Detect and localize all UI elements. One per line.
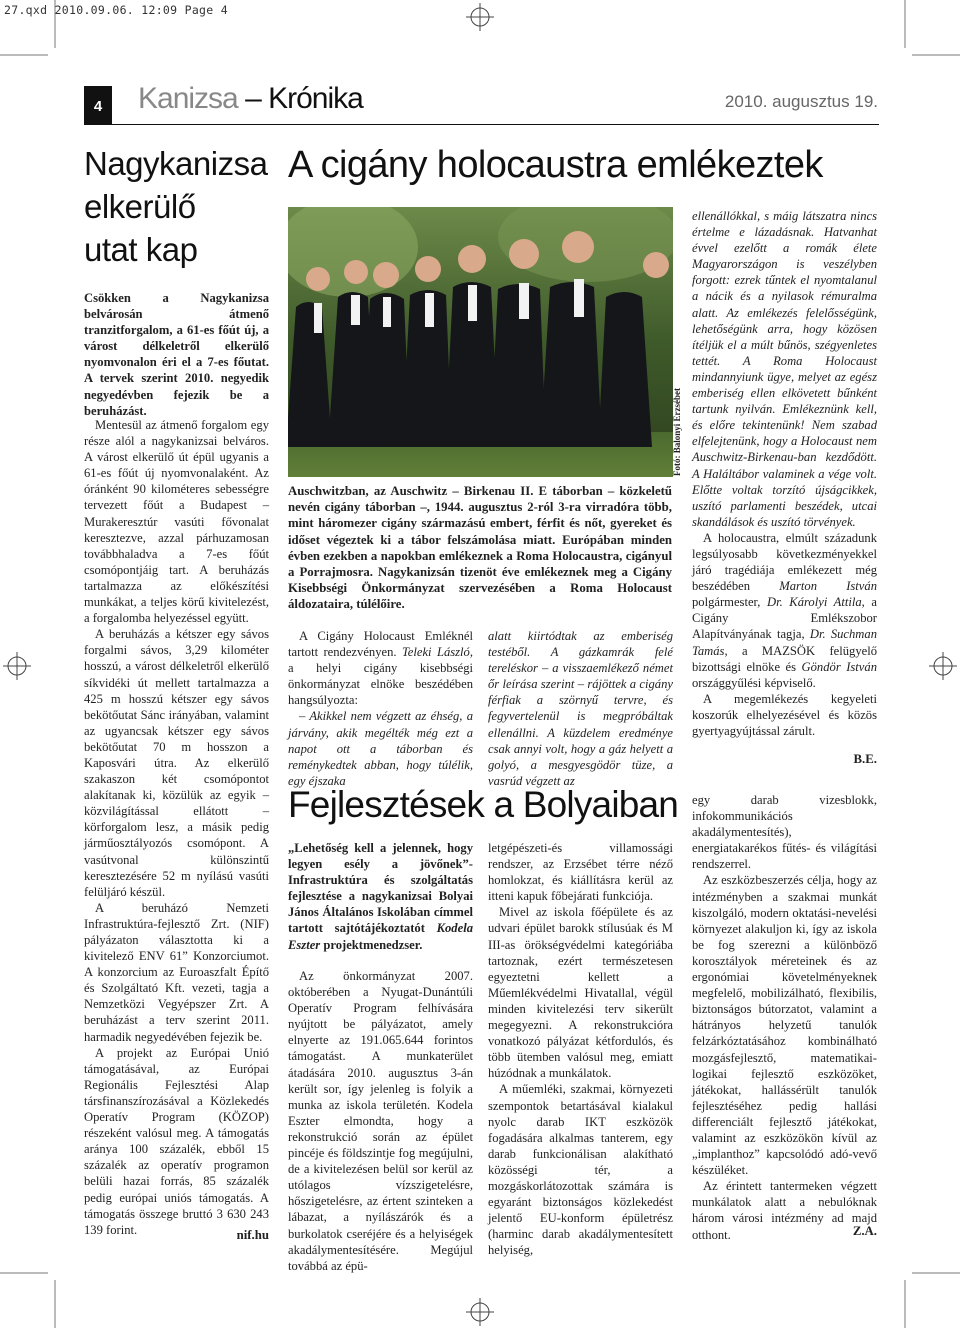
paragraph: letgépészeti-és villamossági rendszer, az Erzsébet térre néző homlokzat, és kiállításra kerül az itteni kapuk főbejárati funkciója. xyxy=(488,841,673,904)
article-title-bypass xyxy=(84,142,274,271)
paragraph: Mentesül az átmenő forgalom egy része alól a nagykanizsai belváros. A várost elkerülő út épül ugyanis a 61-es főút új nyomvonalaként. Az óránként 90 kilométeres sebességre tervezett főút a Budapest – Murakeresztúr vasúti fővonalat keresztezve, azzal párhuzamosan továbbhaladva a 7-es főút csomópontjáig tart. A beruházás tartalmazza az előkészítési munkákat, a teljes körű kivitelezést, a forgalomba helyezéssel együtt. xyxy=(84,418,269,626)
text-run: , a helyi cigány kisebbségi önkormányzat elnöke beszédében hangsúlyozta: xyxy=(288,645,473,708)
photo-caption: Auschwitzban, az Auschwitz – Birkenau II. E táborban – közkeletű nevén cigány táborban –, 1944. augusztus 2-ról 3-ra virradóra több, mint háromezer cigány származású embert, férfit és nőt, gyereket és időset végeztek ki a tábor felszámolása miatt. Európában minden évben ezekben a napokban emlékeznek a Roma Holocaustra, cigányul a Porrajmosra. Nagykanizsán tizenöt éve emlékeznek meg a Cigány Kisebbségi Önkormányzat szervezésében a Roma Holocaust áldozataira, túlélőire. xyxy=(288,484,672,612)
masthead-dash: – xyxy=(237,82,269,115)
quote-paragraph: ellenállókkal, s máig látszatra nincs értelme e lázadásnak. Hatvanhat évvel ezelőtt a romák élete Magyarországon is veszélyben forgott: ezrek tűntek el nyomtalanul a nácik és a nyilasok rémuralma alatt. Az emlékezés felelősségünk, lehetőségünk arra, hogy közösen ítéljük el a múlt bűnös, szégyenletes tettét. A Roma Holocaust mindannyiunk ügye, melyet az egész emberiség ellen elkövetett bűnként tartunk nyilván. Emlékeznünk kell, és előre tekintenünk! Nem szabad elfelejtenünk, hogy a Holocaust nem Auschwitz-Birkenau-ban kezdődött. A Haláltábor valaminek a vége volt. Előtte voltak torzító újságcikkek, uszító parlamenti beszédek, utcai skandálások és uszító törvények. xyxy=(692,209,877,529)
bolyai-col-3 xyxy=(692,792,877,1243)
title-line: utat kap xyxy=(84,231,198,268)
paragraph: A projekt az Európai Unió támogatásával, az Európai Regionális Fejlesztési Alap társfinanszírozásával a Közlekedés Operatív Program (KÖZOP) részeként valósul meg. A támogatás aránya 100 százalék, ebből 15 százalék az operatív programon belüli hazai forrás, 85 százalék pedig európai uniós támogatás. A támogatás összege bruttó 3 630 243 139 forint. xyxy=(84,1045,269,1237)
text-run: , a Cigány Emlékszobor Alapítványának tagja, xyxy=(692,595,877,642)
bolyai-col-2 xyxy=(488,840,673,1258)
page-number: 4 xyxy=(84,86,112,124)
signature-roma: B.E. xyxy=(853,752,877,766)
paragraph: Az önkormányzat 2007. októberében a Nyugat-Dunántúli Operatív Program felhívására nyújtott be pályázatot, amely elnyerte az 191.065.644 forintos támogatást. A munkaterület átadására 2010. augusztus 3-án került sor, így jelenleg is folyik a munka az iskola területén. Kodela Eszter elmondta, hogy a rekonstrukció során az épület pincéje és földszintje fog megújulni, de a kivitelezésen belül sor kerül az utólagos vízszigetelésre, hőszigetelésre, az értent szinteken a lábazat, a nyílászárók és a burkolatok cseréjére és a helyiségek akadálymentesítésére. Megújul továbbá az épü- xyxy=(288,969,473,1273)
text-run: polgármester, xyxy=(692,595,767,610)
paragraph: A műemléki, szakmai, környezeti szempontok betartásával kialakul nyolc darab IKT eszközök fogadására alkalmas tanterem, egy darab funkcionálisan alakítható közösségi tér, a mozgáskorlátozottak számára is egyaránt biztonságos közlekedést jelentő EU-konform épületrész (harminc darab akadálymentesített helyiség, xyxy=(488,1082,673,1258)
text-run: A holocaustra, elmúlt századunk legsúlyosabb következményekkel járó tragédiája emlékezett még beszédében xyxy=(692,530,877,594)
signature-bolyai: Z.A. xyxy=(852,1224,877,1238)
person-name: Göndör István xyxy=(801,659,877,674)
article-body-bypass xyxy=(84,417,269,1238)
masthead-part1: Kanizsa xyxy=(138,82,238,115)
paragraph: A beruházó Nemzeti Infrastruktúra-fejlesztő Zrt. (NIF) pályázaton választotta ki a kivitelező ENV 61” Konzorciumot. A konzorcium az Euroaszfalt Építő és Szolgáltató Kft. vezeti, tagja a Nemzetközi Vegyépszer Zrt. A beruházást a terv szerint 2011. harmadik negyedévében fejezik be. xyxy=(84,900,269,1044)
bolyai-col-1 xyxy=(288,968,473,1274)
roma-col-1 xyxy=(288,628,473,789)
article-photo xyxy=(288,207,673,477)
photo-credit xyxy=(672,380,686,475)
title-line: Nagykanizsa xyxy=(84,145,268,182)
lead-text: projektmenedzser. xyxy=(320,937,423,952)
person-name: Kodela Eszter xyxy=(288,921,473,952)
signature-left: nif.hu xyxy=(236,1228,269,1242)
print-slug: 27.qxd 2010.09.06. 12:09 Page 4 xyxy=(4,3,228,17)
roma-col-3 xyxy=(692,208,877,739)
roma-col-2 xyxy=(488,628,673,789)
paragraph: egy darab vizesblokk, infokommunikációs akadálymentesítés), energiatakarékos fűtés- és világítási rendszerrel. xyxy=(692,793,877,872)
masthead-part2: Krónika xyxy=(268,82,363,115)
quote-paragraph: alatt kiirtódtak az emberiség testéből. A gázkamrák felé tereléskor – a visszaemlékező német őr leírása szerint – rájöttek a cigány férfiak a szörnyű tervre, és fegyvertelenül is megpróbáltak ellenállni. A küzdelem eredménye csak annyi volt, hogy a gáz helyett a golyó, a mesgyesgödör tüze, a vasrúd végzett az xyxy=(488,629,673,788)
person-name: Marton István xyxy=(779,579,877,594)
title-line: elkerülő xyxy=(84,188,196,225)
person-name: Dr. Károlyi Attila xyxy=(766,595,862,610)
paragraph: A beruházás a kétszer egy sávos forgalmi sávos, 3,29 kilométer hosszú, a várost délkeletről elkerülő síkvidéki út mellett tartalmazza a 425 m hosszú kétszer egy sávos bekötőutat Sánc irányában, valamint az ugyancsak kétszer egy sávos bekötőutat 70 m hosszon a Kaposvári útra. Az elkerülő szakaszon két csomópontot alakítanak ki, közülük az egyik – közvilágítással ellátott – körforgalom lesz, a másik pedig járműosztályozós csomópont. A vasútvonal különszintű keresztezésére 52 m nyílású vasúti felüljáró készül. xyxy=(84,627,269,899)
paragraph: Az eszközbeszerzés célja, hogy az intézményben a szakmai munkát kiszolgáló, modern oktatási-nevelési környezet alakuljon ki, így az iskola be fog szerezni a különböző korosztályok méreteinek és az ergonómiai követelményeknek megfelelő, mobilizálható, flexibilis, biztonságos bútorzatot, valamint a hátrányos helyzetű tanulók felzárkóztatásához kombinálható mozgásfejlesztő, matematikai-logikai fejlesztő eszközöket, játékokat, hallássérült tanulók fejlesztéséhez pedig hallási differenciált fejlesztő játékokat, valamint az eszközökön kívül az „implanthoz” kapcsolódó adó-vevő készüléket. xyxy=(692,873,877,1178)
article-title-bolyai: Fejlesztések a Bolyaiban xyxy=(288,784,679,825)
issue-date: 2010. augusztus 19. xyxy=(724,92,878,111)
text-run: A Cigány Holocaust Emléknél tartott rendezvényen. xyxy=(288,629,473,660)
article-lead-bolyai xyxy=(288,840,473,953)
quote-paragraph: – Akikkel nem végzett az éhség, a járvány, akik megélték még ezt a napot ott a táborban és reménykedtek abban, hogy túlélik, egy éjszaka xyxy=(288,709,473,788)
paragraph: Mivel az iskola főépülete és az udvari épület barokk stílusúak és M III-as örökségvédelmi kategóriába tartoznak, ezért természetesen egyeztetni kellett a Műemlékvédelmi Hivatallal, végül minden kivitelezési terv sikerült megegyezni. A rekonstrukcióra vonatkozó pályázat kétfordulós, és több ütemben valósul meg, emiatt húzódnak a munkálatok. xyxy=(488,905,673,1081)
paragraph: Az érintett tantermeken végzett munkálatok alatt a nebulóknak három városi intézmény ad majd otthont. xyxy=(692,1179,877,1242)
header-rule xyxy=(84,124,879,125)
group-photo-icon xyxy=(288,207,673,477)
text-run: , a MAZSÖK felügyelő bizottsági elnöke és xyxy=(692,643,877,674)
lead-text: „Lehetőség kell a jelennek, hogy legyen esély a jövőnek”- Infrastruktúra és szolgáltatás fejlesztése a nagykanizsai Bolyai János Általános Iskolában címmel tartott sajtótájékoztatót xyxy=(288,841,473,936)
masthead xyxy=(138,82,363,116)
text-run: országgyűlési képviselő. xyxy=(692,675,816,690)
article-title-roma: A cigány holocaustra emlékeztek xyxy=(288,144,823,186)
person-name: Dr. Suchman Tamás xyxy=(692,627,877,658)
paragraph xyxy=(288,628,473,708)
photo-credit-text: Fotó: Balonyi Erzsébet xyxy=(672,388,682,476)
article-lead-bypass: Csökken a Nagykanizsa belvárosán átmenő tranzitforgalom, a 61-es főút új, a várost délkeletről elkerülő nyomvonalon éri el a 7-es főutat. A tervek szerint 2010. negyedik negyedévben fejezik be a beruházást. xyxy=(84,291,269,418)
speaker-name: Teleki László xyxy=(401,645,470,660)
paragraph xyxy=(692,530,877,691)
paragraph: A megemlékezés kegyeleti koszorúk elhelyezésével és közös gyertyagyújtással zárult. xyxy=(692,691,877,738)
